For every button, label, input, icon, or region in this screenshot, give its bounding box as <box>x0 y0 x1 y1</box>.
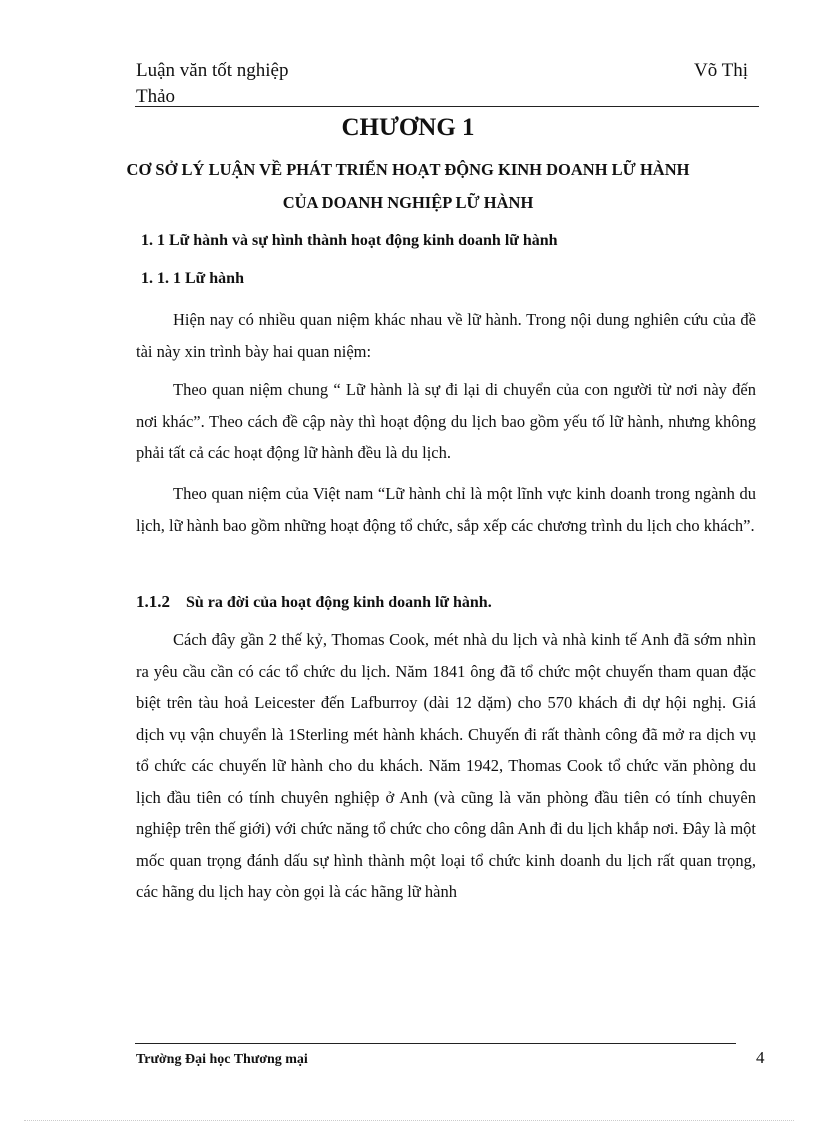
header-rule <box>135 106 759 107</box>
header-left <box>136 58 289 110</box>
section-heading-1-1-1: 1. 1. 1 Lữ hành <box>141 270 244 287</box>
section-heading-1-1-2 <box>136 591 492 614</box>
chapter-title: CHƯƠNG 1 <box>341 114 475 141</box>
footer-rule <box>135 1043 736 1044</box>
footer-school: Trường Đại học Thương mại <box>136 1052 308 1067</box>
header-author-name: Võ Thị <box>694 60 749 81</box>
paragraph-vietnam-view: Theo quan niệm của Việt nam “Lữ hành chỉ là một lĩnh vực kinh doanh trong ngành du lịch, lữ hành bao gồm những hoạt động tổ chức, sắp xếp các chương trình du lịch cho khách”. <box>136 484 756 535</box>
page-number: 4 <box>756 1048 765 1067</box>
header-author-lastname: Thảo <box>136 86 176 107</box>
section-heading-1-1: 1. 1 Lữ hành và sự hình thành hoạt động kinh doanh lữ hành <box>141 232 558 249</box>
section-title: Sù ra đời của hoạt động kinh doanh lữ hành. <box>186 594 492 611</box>
paragraph-general-view: Theo quan niệm chung “ Lữ hành là sự đi lại di chuyển của con người từ nơi này đến nơi khác”. Theo cách đề cập này thì hoạt động du lịch bao gồm yếu tố lữ hành, nhưng không phải tất cả các hoạt động lữ hành đều là du lịch. <box>136 380 756 462</box>
header-thesis-label: Luận văn tốt nghiệp <box>136 60 289 81</box>
paragraph-intro: Hiện nay có nhiều quan niệm khác nhau về lữ hành. Trong nội dung nghiên cứu của đề tài này xin trình bày hai quan niệm: <box>136 310 756 361</box>
chapter-subtitle: CƠ SỞ LÝ LUẬN VỀ PHÁT TRIỂN HOẠT ĐỘNG KINH DOANH LỮ HÀNH CỦA DOANH NGHIỆP LỮ HÀNH <box>126 160 690 212</box>
page-bottom-edge <box>24 1120 794 1121</box>
paragraph-thomas-cook: Cách đây gần 2 thế kỷ, Thomas Cook, mét nhà du lịch và nhà kinh tế Anh đã sớm nhìn ra yêu cầu cần có các tổ chức du lịch. Năm 1841 ông đã tổ chức một chuyến tham quan đặc biệt trên tàu hoả Leicester đến Lafburroy (dài 12 dặm) cho 570 khách đi dự hội nghị. Giá dịch vụ vận chuyển là 1Sterling mét hành khách. Chuyến đi rất thành công đã mở ra dịch vụ tổ chức các chuyến lữ hành cho du khách. Năm 1942, Thomas Cook tổ chức văn phòng du lịch đầu tiên có tính chuyên nghiệp ở Anh (và cũng là văn phòng đầu tiên có tính chuyên nghiệp trên thế giới) với chức năng tổ chức cho công dân Anh đi du lịch khắp nơi. Đây là một mốc quan trọng đánh dấu sự hình thành một loại tổ chức kinh doanh du lịch rất quan trọng, các hãng du lịch hay còn gọi là các hãng lữ hành <box>136 630 756 901</box>
section-number: 1.1.2 <box>136 592 170 611</box>
